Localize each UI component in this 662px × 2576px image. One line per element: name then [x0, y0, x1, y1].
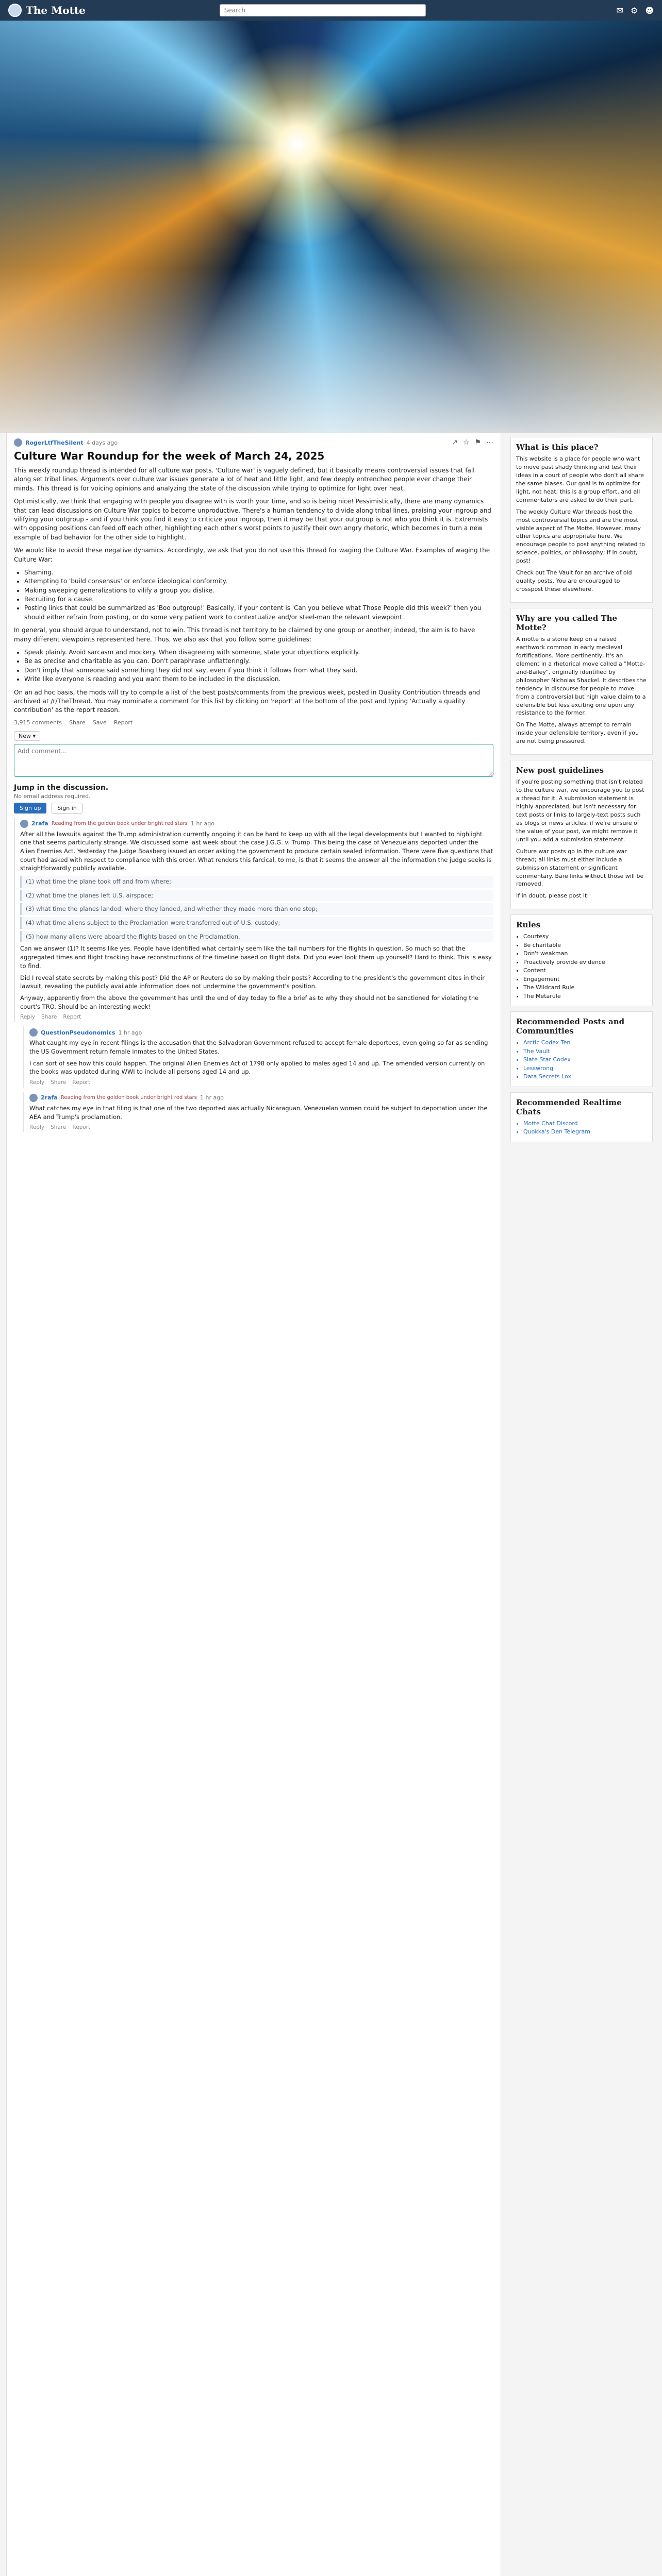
comment-meta — [20, 820, 493, 828]
recommended-link[interactable]: • Data Secrets Lox — [523, 1073, 647, 1081]
about-paragraph: This website is a place for people who want to move past shady thinking and test their ideas in a court of people who don't all share the same biases. Our goal is to optimize for light, not heat; this is a group effort, and all commentators are asked to do their part. — [516, 455, 644, 503]
post-body — [14, 466, 493, 715]
more-icon[interactable]: ⋯ — [486, 438, 493, 447]
recommended-link[interactable]: • The Vault — [523, 1047, 647, 1056]
avatar[interactable] — [14, 438, 22, 447]
why-title: Why are you called The Motte? — [516, 614, 618, 632]
comment-textarea[interactable] — [14, 744, 493, 777]
quote-line: (5) how many aliens were aboard the flights based on the Proclamation. — [20, 931, 493, 943]
sort-label: New — [19, 732, 31, 739]
join-subtitle: No email address required. — [14, 792, 91, 800]
post-title[interactable]: Culture War Roundup for the week of March 24, 2025 — [14, 450, 325, 462]
guidelines-card — [510, 760, 653, 909]
sidebar — [507, 433, 656, 2576]
avatar[interactable] — [29, 1028, 38, 1037]
post-paragraph: This weekly roundup thread is intended for all culture war posts. 'Culture war' is vaguely defined, but it basically means controversial issues that fall along set tribal lines. Arguments over culture war issues generate a lot of heat and little light, and few deeply entrenched people ever change their minds. This thread is for voicing opinions and analyzing the state of the discussion while trying to optimize for light over heat. — [14, 467, 475, 492]
recommended-card — [510, 1011, 653, 1087]
quote-line: (3) what time the planes landed, where they landed, and whether they made more than one stop; — [20, 903, 493, 915]
list-item: • Write like everyone is reading and you want them to be included in the discussion. — [24, 675, 493, 684]
comment-paragraph: Anyway, apparently from the above the government has until the end of day today to file a brief as to why they should not be sanctioned for violating the court's TRO. Should be an interesting week! — [20, 994, 479, 1010]
recommended-title: Recommended Posts and Communities — [516, 1017, 625, 1036]
chevron-down-icon: ▾ — [32, 732, 36, 739]
rule-item[interactable]: • Don't weakman — [523, 950, 647, 958]
user-flair: Reading from the golden book under bright red stars — [60, 1095, 197, 1101]
comment — [23, 1026, 493, 1088]
rule-item[interactable]: • The Wildcard Rule — [523, 984, 647, 992]
guidelines-paragraph: Culture war posts go in the culture war thread; all links must either include a submission statement or significant commentary. Bare links without those will be removed. — [516, 848, 644, 888]
comment-age: 1 hr ago — [118, 1029, 142, 1036]
flag-icon[interactable]: ⚑ — [474, 438, 481, 447]
post-paragraph: On an ad hoc basis, the mods will try to compile a list of the best posts/comments from the previous week, posted in Quality Contribution threads and archived at /r/TheThread. You may nominate a comment for this list by clicking on 'report' at the bottom of the post and typing 'Actually a quality contribution' as the report reason. — [14, 688, 481, 714]
list-item: • Recruiting for a cause. — [24, 595, 493, 604]
guidelines-paragraph: If in doubt, please post it! — [516, 892, 589, 900]
reply-button[interactable]: Reply — [20, 1014, 36, 1021]
about-paragraph: Check out The Vault for an archive of old quality posts. You are encouraged to crosspost these elsewhere. — [516, 569, 632, 593]
list-item: • Be as precise and charitable as you can. Don't paraphrase unflatteringly. — [24, 657, 493, 666]
comment-meta — [29, 1028, 493, 1037]
signin-button[interactable]: Sign in — [52, 803, 82, 814]
gear-icon[interactable]: ⚙ — [630, 5, 638, 15]
rule-item[interactable]: • Engagement — [523, 975, 647, 984]
about-title: What is this place? — [516, 443, 599, 452]
report-button[interactable]: Report — [72, 1079, 91, 1086]
rule-item[interactable]: • Courtesy — [523, 933, 647, 941]
post-paragraph: In general, you should argue to understand, not to win. This thread is not territory to be claimed by one group or another; indeed, the aim is to have many different viewpoints represented here. Thus, we also ask that you follow some guidelines: — [14, 626, 475, 643]
report-button[interactable]: Report — [72, 1124, 91, 1131]
quote-line: (4) what time aliens subject to the Proclamation were transferred out of U.S. custody; — [20, 917, 493, 929]
chat-link[interactable]: • Motte Chat Discord — [523, 1120, 647, 1128]
rule-item[interactable]: • Proactively provide evidence — [523, 958, 647, 967]
comment — [23, 1092, 493, 1132]
comments-count-link[interactable]: 3,915 comments — [14, 719, 62, 726]
list-item: • Don't imply that someone said something they did not say, even if you think it follows from what they said. — [24, 666, 493, 675]
list-item: • Shaming. — [24, 568, 493, 577]
comment-author[interactable]: 2rafa — [41, 1094, 58, 1101]
share-button[interactable]: Share — [51, 1124, 67, 1131]
guidelines-paragraph: If you're posting something that isn't related to the culture war, we encourage you to post a thread for it. A submission statement is highly appreciated, but isn't necessary for text posts or links to largely-text posts such as blogs or news articles; if we're unsure of the value of your post, we might remove it until you add a submission statement. — [516, 778, 644, 843]
reply-button[interactable]: Reply — [29, 1079, 45, 1086]
recommended-link[interactable]: • Slate Star Codex — [523, 1056, 647, 1064]
report-button[interactable]: Report — [63, 1014, 81, 1021]
guidelines-title: New post guidelines — [516, 766, 604, 775]
comment-paragraph: I can sort of see how this could happen. The original Alien Enemies Act of 1798 only applied to males aged 14 and up. The amended version currently on the books was updated during WWI to include all persons aged 14 and up. — [29, 1059, 485, 1076]
bookmark-icon[interactable]: ☆ — [462, 438, 470, 447]
save-link[interactable]: Save — [92, 719, 107, 726]
motte-logo-icon — [8, 4, 22, 17]
site-name: The Motte — [26, 4, 86, 16]
rule-item[interactable]: • Be charitable — [523, 941, 647, 950]
recommended-link[interactable]: • Arctic Codex Ten — [523, 1039, 647, 1047]
about-paragraph: The weekly Culture War threads host the most controversial topics and are the most visible aspect of The Motte. However, many other topics are appropriate here. We encourage people to post anything related to science, politics, or philosophy; if in doubt, post! — [516, 508, 646, 565]
comment-age: 1 hr ago — [200, 1094, 224, 1101]
list-item: • Speak plainly. Avoid sarcasm and mockery. When disagreeing with someone, state your objections explicitly. — [24, 648, 493, 657]
comment-paragraph: What caught my eye in recent filings is the accusation that the Salvadoran Government refused to accept female deportees, even going so far as sending the US Government return female inmates to the United States. — [29, 1039, 488, 1055]
post-author[interactable]: RogerLtfTheSilent — [25, 439, 84, 446]
guidelines-list — [24, 648, 493, 684]
join-discussion — [14, 784, 493, 814]
share-link[interactable]: Share — [69, 719, 86, 726]
top-navbar — [0, 0, 662, 21]
rules-title: Rules — [516, 920, 541, 930]
post-paragraph: We would like to avoid these negative dynamics. Accordingly, we ask that you do not use this thread for waging the Culture War. Examples of waging the Culture War: — [14, 547, 490, 563]
share-icon[interactable]: ↗ — [452, 438, 458, 447]
comment-paragraph: What catches my eye in that filing is that one of the two deported was actually Nicaraguan. Venezuelan women could be subject to deportation under the AEA and Trump's proclamation. — [29, 1104, 488, 1121]
comment-actions — [29, 1079, 493, 1086]
post-footer — [14, 719, 493, 726]
why-paragraph: A motte is a stone keep on a raised earthwork common in early medieval fortifications. More pertinently, it's an element in a rhetorical move called a "Motte-and-Bailey", originally identified by philosopher Nicholas Shackel. It describes the tendency in discourse for people to move from a controversial but high value claim to a defensible but less exciting one upon any resistance to the former. — [516, 636, 647, 717]
quote-line: (1) what time the plane took off and from where; — [20, 876, 493, 888]
avatar[interactable] — [29, 1094, 38, 1102]
report-link[interactable]: Report — [113, 719, 133, 726]
comment-meta — [29, 1094, 493, 1102]
comment-actions — [20, 1014, 493, 1020]
comment-author[interactable]: QuestionPseudonomics — [41, 1029, 115, 1036]
join-title: Jump in the discussion. — [14, 783, 109, 792]
user-icon[interactable]: ☻ — [645, 5, 654, 15]
comment-author[interactable]: 2rafa — [31, 820, 48, 827]
why-card — [510, 608, 653, 755]
chat-link[interactable]: • Quokka's Den Telegram — [523, 1128, 647, 1137]
comment-paragraph: Can we answer (1)? It seems like yes. People have identified what certainly seem like the tail numbers for the flights in question. So much so that the aggregated times and flight tracking have reconstructions of the timeline based on flight data. Did you even look them up yourself? Hard to think. This is easy to find. — [20, 945, 492, 970]
post-age: 4 days ago — [86, 439, 118, 446]
rule-item[interactable]: • Content — [523, 967, 647, 975]
post-meta — [14, 438, 493, 447]
search-input[interactable] — [220, 4, 426, 16]
list-item: • Making sweeping generalizations to vilify a group you dislike. — [24, 586, 493, 595]
post-paragraph: Optimistically, we think that engaging with people you disagree with is worth your time, and so is being nice! Pessimistically, there are many dynamics that can lead discussions on Culture War topics to become unproductive. There's a human tendency to divide along tribal lines, praising your ingroup and vilifying your outgroup - and if you think you find it easy to criticize your ingroup, then it may be that your outgroup is not who you think it is. Extremists with opposing positions can feed off each other, highlighting each other's worst points to justify their own angry rhetoric, which becomes in turn a new example of bad behavior for the other side to highlight. — [14, 498, 491, 541]
comment — [14, 818, 493, 1022]
user-flair: Reading from the golden book under bright red stars — [51, 821, 188, 827]
why-paragraph: On The Motte, always attempt to remain inside your defensible territory, even if you are not being pressured. — [516, 721, 639, 745]
chats-card — [510, 1092, 653, 1142]
share-button[interactable]: Share — [51, 1079, 67, 1086]
recommended-link[interactable]: • Lesswrong — [523, 1064, 647, 1073]
waging-list — [24, 568, 493, 622]
bell-icon[interactable]: ✉ — [616, 5, 623, 15]
post-actions — [452, 438, 493, 447]
comment-actions — [29, 1124, 493, 1130]
rule-item[interactable]: • The Metarule — [523, 992, 647, 1001]
site-logo[interactable] — [8, 4, 86, 17]
sort-dropdown[interactable] — [14, 731, 40, 741]
signup-button[interactable]: Sign up — [14, 803, 46, 814]
rules-card — [510, 914, 653, 1006]
avatar[interactable] — [20, 820, 28, 828]
main-content — [6, 433, 501, 2576]
quote-line: (2) what time the planes left U.S. airspace; — [20, 890, 493, 902]
comment-paragraph: Did I reveal state secrets by making this post? Did the AP or Reuters do so by making their posts? According to the president's the government cites in their lawsuit, revealing the publicly available information does not undermine the government's position. — [20, 974, 485, 990]
chats-title: Recommended Realtime Chats — [516, 1097, 622, 1116]
list-item: • Attempting to 'build consensus' or enforce ideological conformity. — [24, 577, 493, 586]
about-card — [510, 437, 653, 603]
comment-paragraph: After all the lawsuits against the Trump administration currently ongoing it can be hard to keep up with all the legal developments but I wanted to highlight one that seems particularly strange. We discussed some last week about the case J.G.G. v. Trump. This being the case of Venezuelans deported under the Alien Enemies Act. Yesterday the Judge Boasberg issued an order asking the government to produce certain sealed information. There were five questions that court had asked with respect to compliance with this order. What renders this farcical, to me, is that it seems the answer all the information the judge seeks is straightforwardly publicly available. — [20, 830, 493, 872]
reply-button[interactable]: Reply — [29, 1124, 45, 1131]
list-item: • Posting links that could be summarized as 'Boo outgroup!' Basically, if your content is 'Can you believe what Those People did this week?' then you should either refrain from posting, or do some very patient work to contextualize and/or steel-man the relevant viewpoint. — [24, 604, 493, 622]
share-button[interactable]: Share — [41, 1014, 57, 1021]
comment-age: 1 hr ago — [190, 820, 214, 827]
banner-image — [0, 21, 662, 433]
